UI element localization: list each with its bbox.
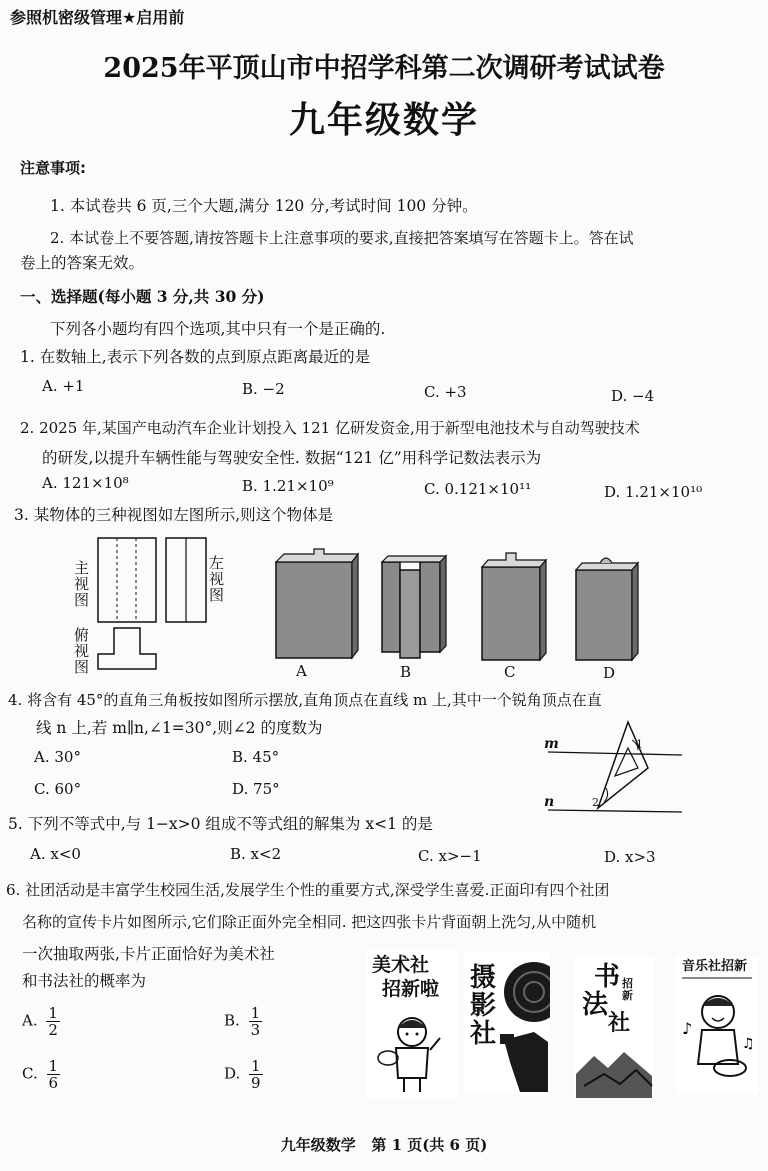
solid-a-label: A bbox=[296, 662, 307, 680]
q6-option-c-fraction bbox=[47, 1058, 61, 1091]
q2-stem-line-1: 2. 2025 年,某国产电动汽车企业计划投入 121 亿研发资金,用于新型电池技术与自动驾驶技术 bbox=[20, 419, 640, 437]
card-calligraphy-club bbox=[574, 956, 654, 1098]
notice-line-2-cont: 卷上的答案无效。 bbox=[20, 254, 145, 272]
q6-option-b-numerator: 1 bbox=[250, 1004, 261, 1022]
q4-option-a: A. 30° bbox=[34, 748, 81, 766]
triangle-plate bbox=[598, 722, 648, 808]
solid-d-label: D bbox=[603, 664, 616, 682]
card-photo-char-1: 摄 bbox=[470, 963, 497, 993]
notice-line-2: 2. 本试卷上不要答题,请按答题卡上注意事项的要求,直接把答案填写在答题卡上。答在试 bbox=[50, 229, 634, 247]
q6-option-a-numerator: 1 bbox=[48, 1004, 58, 1022]
left-view-label: 左视图 bbox=[209, 554, 225, 604]
left-view-rect bbox=[166, 538, 206, 622]
solid-b-label: B bbox=[400, 663, 412, 681]
q6-option-b bbox=[224, 1005, 262, 1038]
confidential-label: 参照机密级管理★启用前 bbox=[10, 8, 185, 27]
q1-option-c: C. +3 bbox=[424, 383, 467, 401]
exam-title: 2025年平顶山市中招学科第二次调研考试试卷 bbox=[103, 53, 665, 84]
top-view-shape bbox=[98, 628, 156, 669]
q6-stem-line-3: 一次抽取两张,卡片正面恰好为美术社 bbox=[22, 945, 275, 963]
card-callig-char-1: 书 bbox=[594, 962, 621, 992]
notice-heading: 注意事项: bbox=[20, 159, 86, 177]
section-intro: 下列各小题均有四个选项,其中只有一个是正确的. bbox=[50, 320, 386, 338]
q4-stem-line-1: 4. 将含有 45°的直角三角板按如图所示摆放,直角顶点在直线 m 上,其中一个锐角顶点在直 bbox=[8, 691, 602, 709]
card-music-club bbox=[676, 956, 758, 1094]
q6-option-c-denominator: 6 bbox=[48, 1074, 59, 1092]
q1-stem: 1. 在数轴上,表示下列各数的点到原点距离最近的是 bbox=[20, 348, 371, 366]
card-callig-illustration bbox=[574, 956, 654, 1098]
solid-b bbox=[382, 556, 446, 658]
card-music-illustration bbox=[676, 956, 758, 1094]
card-photo-char-3: 社 bbox=[470, 1019, 497, 1049]
q2-option-b: B. 1.21×10⁹ bbox=[242, 477, 334, 495]
card-music-title: 音乐社招新 bbox=[682, 959, 748, 974]
solid-d bbox=[576, 558, 638, 660]
q6-stem-line-1: 6. 社团活动是丰富学生校园生活,发展学生个性的重要方式,深受学生喜爱.正面印有四个社团 bbox=[6, 881, 610, 899]
q1-option-b: B. −2 bbox=[242, 380, 285, 398]
q6-option-c-label: C. bbox=[22, 1064, 38, 1083]
q6-stem-line-2: 名称的宣传卡片如图所示,它们除正面外完全相同. 把这四张卡片背面朝上洗匀,从中随机 bbox=[22, 913, 597, 931]
label-m: m bbox=[544, 736, 559, 752]
q5-stem: 5. 下列不等式中,与 1−x>0 组成不等式组的解集为 x<1 的是 bbox=[8, 815, 433, 833]
solid-a bbox=[276, 549, 358, 658]
q6-option-d-fraction bbox=[249, 1058, 263, 1091]
triangle-plate-inner bbox=[615, 748, 638, 776]
label-angle-2: 2 bbox=[592, 796, 599, 809]
q1-option-d: D. −4 bbox=[611, 387, 655, 405]
q6-option-b-fraction bbox=[249, 1005, 263, 1038]
q6-option-c-numerator: 1 bbox=[48, 1057, 59, 1075]
q5-option-c: C. x>−1 bbox=[418, 847, 482, 865]
card-callig-char-2: 法 bbox=[582, 990, 609, 1020]
solid-c bbox=[482, 553, 546, 660]
card-art-subtitle: 招新啦 bbox=[382, 978, 440, 1000]
q6-option-a-fraction bbox=[46, 1005, 60, 1038]
line-m bbox=[548, 752, 682, 755]
q6-option-b-denominator: 3 bbox=[250, 1021, 261, 1039]
q5-option-b: B. x<2 bbox=[230, 845, 282, 863]
q1-option-a: A. +1 bbox=[42, 377, 85, 395]
card-photo-club bbox=[464, 952, 550, 1094]
q2-option-c: C. 0.121×10¹¹ bbox=[424, 480, 532, 498]
front-view-label: 主视图 bbox=[74, 559, 90, 609]
front-view-rect bbox=[98, 538, 156, 622]
q2-option-d: D. 1.21×10¹⁰ bbox=[604, 483, 703, 501]
q5-option-d: D. x>3 bbox=[604, 848, 656, 866]
q2-option-a: A. 121×10⁸ bbox=[42, 474, 129, 492]
angle-2-arc bbox=[604, 788, 608, 802]
q6-option-d bbox=[224, 1058, 263, 1091]
card-art-club bbox=[366, 950, 458, 1098]
q6-option-a-label: A. bbox=[22, 1011, 38, 1030]
label-angle-1: 1 bbox=[636, 738, 643, 751]
card-photo-char-2: 影 bbox=[470, 991, 497, 1021]
top-view-label: 俯视图 bbox=[74, 626, 90, 676]
subject-title: 九年级数学 bbox=[288, 99, 479, 141]
q6-stem-line-4: 和书法社的概率为 bbox=[22, 972, 147, 990]
section-title: 一、选择题(每小题 3 分,共 30 分) bbox=[20, 287, 265, 306]
page-footer: 九年级数学 第 1 页(共 6 页) bbox=[280, 1136, 488, 1154]
card-callig-char-3: 社 bbox=[608, 1011, 631, 1036]
q2-stem-line-2: 的研发,以提升车辆性能与驾驶安全性. 数据“121 亿”用科学记数法表示为 bbox=[42, 449, 542, 467]
q6-option-d-label: D. bbox=[224, 1064, 241, 1083]
q4-option-c: C. 60° bbox=[34, 780, 82, 798]
q4-option-b: B. 45° bbox=[232, 748, 280, 766]
card-callig-recruit: 招新 bbox=[622, 977, 633, 1002]
q5-option-a: A. x<0 bbox=[30, 845, 81, 863]
q6-option-b-label: B. bbox=[224, 1011, 240, 1030]
q4-option-d: D. 75° bbox=[232, 780, 280, 798]
solid-c-label: C bbox=[504, 663, 516, 681]
q6-option-c bbox=[22, 1058, 60, 1091]
q6-option-a bbox=[22, 1005, 60, 1038]
label-n: n bbox=[544, 794, 555, 810]
q6-option-d-denominator: 9 bbox=[251, 1074, 261, 1092]
q6-option-a-denominator: 2 bbox=[48, 1021, 58, 1039]
card-art-title: 美术社 bbox=[372, 954, 430, 976]
q6-option-d-numerator: 1 bbox=[251, 1057, 261, 1075]
svg-text:♪: ♪ bbox=[682, 1019, 693, 1038]
svg-text:♫: ♫ bbox=[742, 1036, 755, 1052]
line-n bbox=[548, 810, 682, 812]
card-photo-title bbox=[470, 964, 500, 1048]
card-art-illustration bbox=[366, 950, 458, 1098]
notice-line-1: 1. 本试卷共 6 页,三个大题,满分 120 分,考试时间 100 分钟。 bbox=[50, 197, 478, 215]
q4-stem-line-2: 线 n 上,若 m∥n,∠1=30°,则∠2 的度数为 bbox=[36, 719, 323, 737]
q3-stem: 3. 某物体的三种视图如左图所示,则这个物体是 bbox=[14, 506, 334, 524]
